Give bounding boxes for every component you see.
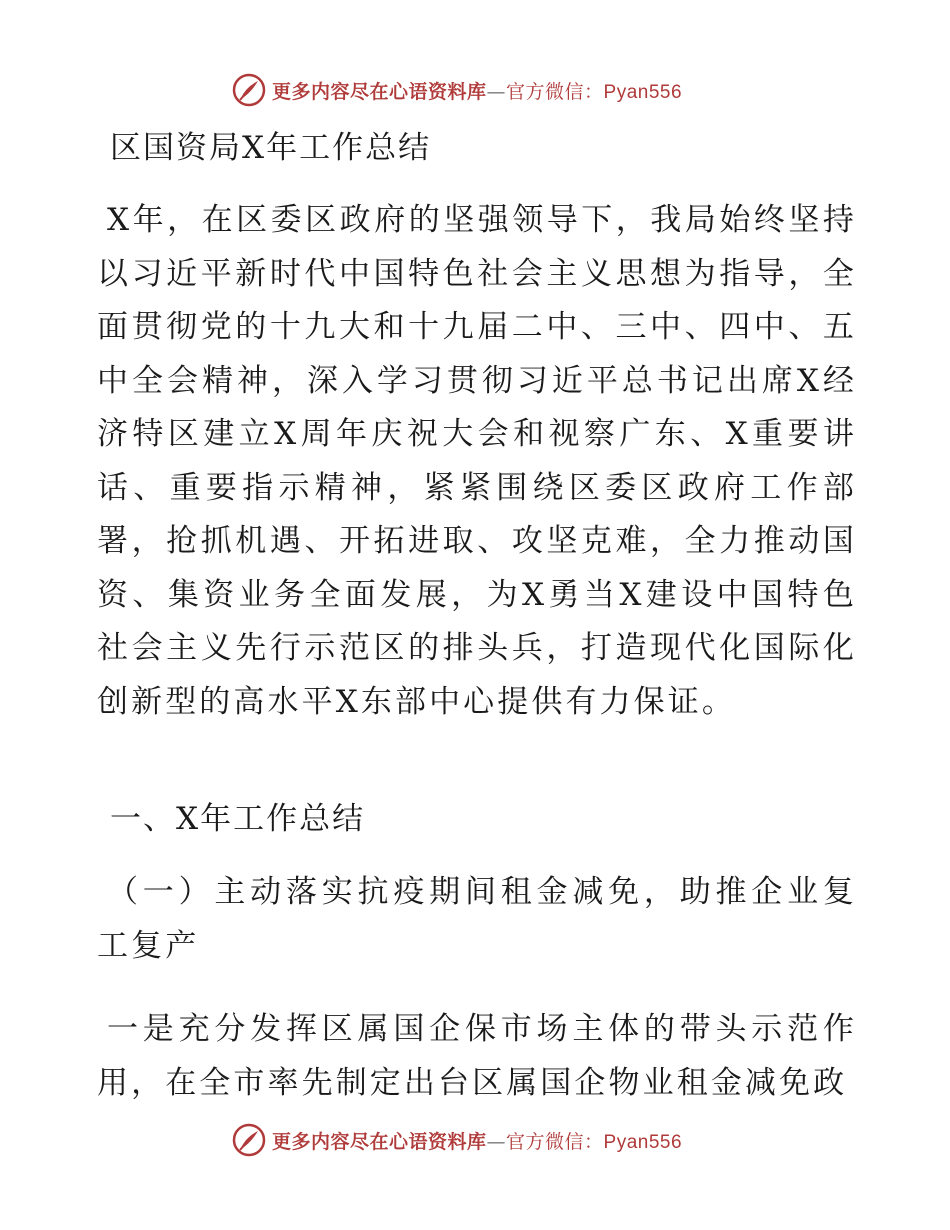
quill-logo-icon xyxy=(232,1123,266,1157)
watermark-official: 官方微信： xyxy=(506,1130,604,1153)
quill-logo-icon xyxy=(232,73,266,107)
watermark-brand: 更多内容尽在心语资料库 xyxy=(272,1130,487,1153)
intro-paragraph: X年，在区委区政府的坚强领导下，我局始终坚持以习近平新时代中国特色社会主义思想为指导，全面贯彻党的十九大和十九届二中、三中、四中、五中全会精神，深入学习贯彻习近平总书记出席X经济特区建立X周年庆祝大会和视察广东、X重要讲话、重要指示精神，紧紧围绕区委区政府工作部署，抢抓机遇、开拓进取、攻坚克难，全力推动国资、集资业务全面发展，为X勇当X建设中国特色社会主义先行示范区的排头兵，打造现代化国际化创新型的高水平X东部中心提供有力保证。 xyxy=(97,202,857,720)
watermark-wechat-id: Pyan556 xyxy=(603,81,683,103)
watermark-text xyxy=(272,1127,682,1154)
watermark-official: 官方微信： xyxy=(506,80,604,103)
section-heading: 一、X年工作总结 xyxy=(110,801,366,837)
watermark-text xyxy=(272,77,682,104)
footer-watermark xyxy=(232,1122,682,1158)
document-title: 区国资局X年工作总结 xyxy=(110,130,432,166)
watermark-separator: — xyxy=(486,80,507,103)
body-paragraph: 一是充分发挥区属国企保市场主体的带头示范作用，在全市率先制定出台区属国企物业租金减免政 xyxy=(97,1011,857,1101)
subsection-heading: （一）主动落实抗疫期间租金减免，助推企业复工复产 xyxy=(97,874,857,964)
watermark-brand: 更多内容尽在心语资料库 xyxy=(272,80,487,103)
watermark-separator: — xyxy=(486,1130,507,1153)
watermark-wechat-id: Pyan556 xyxy=(603,1131,683,1153)
header-watermark xyxy=(232,72,682,108)
